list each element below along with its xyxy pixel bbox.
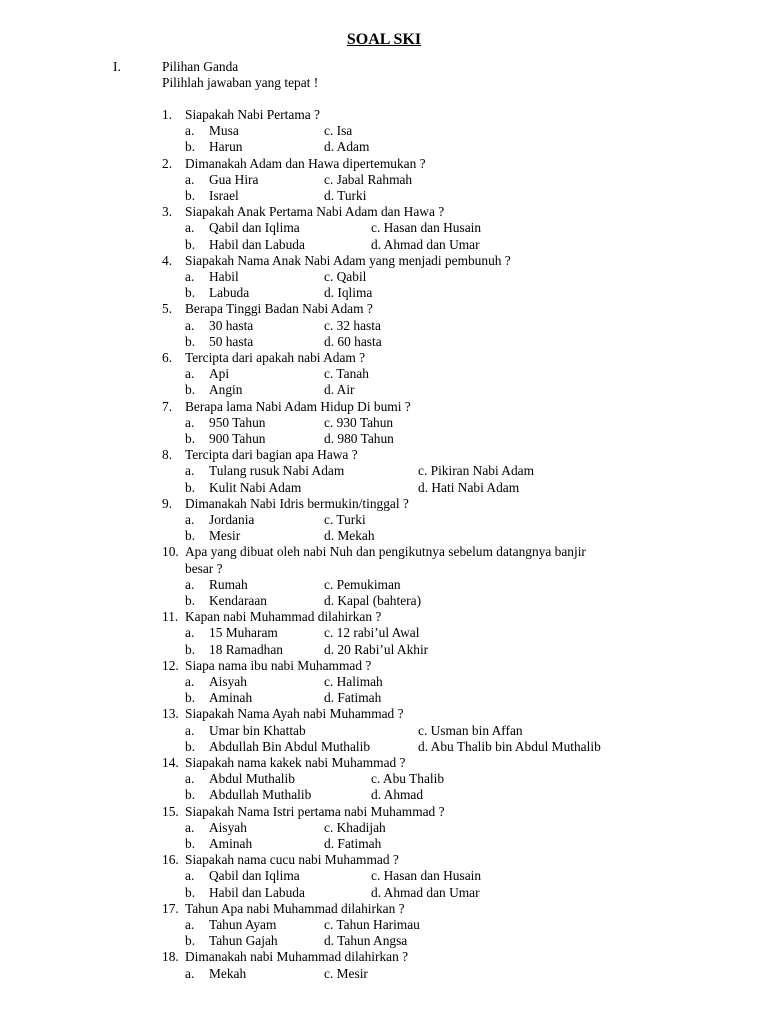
option-letter-a: a. (185, 917, 195, 932)
question-text: Siapakah nama cucu nabi Muhammad ? (185, 852, 399, 867)
option-letter-a: a. (185, 318, 195, 333)
option-c: c. Tahun Harimau (324, 917, 420, 932)
question-number: 17. (162, 901, 179, 916)
option-d: d. Ahmad dan Umar (371, 885, 480, 900)
question-text: Siapakah Nama Anak Nabi Adam yang menjadi pembunuh ? (185, 253, 511, 268)
option-a: Jordania (209, 512, 255, 527)
option-letter-a: a. (185, 966, 195, 981)
question-text: Berapa Tinggi Badan Nabi Adam ? (185, 301, 373, 316)
option-c: c. Pikiran Nabi Adam (418, 463, 535, 478)
question-number: 7. (162, 399, 173, 414)
option-letter-a: a. (185, 771, 195, 786)
question-text: Siapa nama ibu nabi Muhammad ? (185, 658, 372, 673)
option-d: d. Hati Nabi Adam (418, 480, 520, 495)
question-text: Siapakah Nama Istri pertama nabi Muhammad ? (185, 804, 445, 819)
option-b: Harun (209, 139, 243, 154)
option-b: Israel (209, 188, 239, 203)
option-letter-a: a. (185, 512, 195, 527)
option-b: Habil dan Labuda (209, 237, 305, 252)
option-b: 50 hasta (209, 334, 254, 349)
option-b: Mesir (209, 528, 241, 543)
question-text: Apa yang dibuat oleh nabi Nuh dan pengikutnya sebelum datangnya banjir (185, 544, 586, 559)
question-number: 11. (162, 609, 179, 624)
option-letter-a: a. (185, 463, 195, 478)
option-letter-b: b. (185, 431, 196, 446)
option-letter-b: b. (185, 642, 196, 657)
option-d: d. Turki (324, 188, 367, 203)
section-heading: Pilihan Ganda (162, 59, 239, 74)
option-a: Qabil dan Iqlima (209, 220, 300, 235)
option-a: Api (209, 366, 230, 381)
option-letter-b: b. (185, 285, 196, 300)
option-c: c. 12 rabi’ul Awal (324, 625, 420, 640)
option-d: d. 980 Tahun (324, 431, 394, 446)
option-d: d. Kapal (bahtera) (324, 593, 422, 608)
option-c: c. Hasan dan Husain (371, 868, 482, 883)
question-number: 13. (162, 706, 179, 721)
option-c: c. Khadijah (324, 820, 386, 835)
option-c: c. Halimah (324, 674, 383, 689)
question-number: 5. (162, 301, 173, 316)
option-letter-a: a. (185, 172, 195, 187)
option-c: c. Isa (324, 123, 353, 138)
option-d: d. Adam (324, 139, 370, 154)
option-b: Angin (209, 382, 243, 397)
option-a: Mekah (209, 966, 247, 981)
option-b: Labuda (209, 285, 250, 300)
question-text: Siapakah Nama Ayah nabi Muhammad ? (185, 706, 404, 721)
option-a: Tahun Ayam (209, 917, 277, 932)
option-letter-a: a. (185, 820, 195, 835)
question-number: 3. (162, 204, 173, 219)
question-text: Dimanakah Nabi Idris bermukin/tinggal ? (185, 496, 409, 511)
question-number: 4. (162, 253, 173, 268)
option-letter-a: a. (185, 220, 195, 235)
question-text: Kapan nabi Muhammad dilahirkan ? (185, 609, 382, 624)
option-letter-b: b. (185, 528, 196, 543)
option-c: c. Hasan dan Husain (371, 220, 482, 235)
question-number: 15. (162, 804, 179, 819)
question-number: 8. (162, 447, 173, 462)
option-c: c. Usman bin Affan (418, 723, 523, 738)
option-a: Aisyah (209, 820, 247, 835)
section-number: I. (113, 59, 121, 74)
option-letter-a: a. (185, 674, 195, 689)
option-d: d. 60 hasta (324, 334, 382, 349)
option-b: Kendaraan (209, 593, 267, 608)
section-instruction: Pilihlah jawaban yang tepat ! (162, 75, 319, 90)
question-number: 14. (162, 755, 179, 770)
option-letter-a: a. (185, 577, 195, 592)
option-a: Rumah (209, 577, 248, 592)
question-text: Siapakah Nabi Pertama ? (185, 107, 320, 122)
option-b: Aminah (209, 836, 253, 851)
option-a: 30 hasta (209, 318, 254, 333)
option-c: c. Jabal Rahmah (324, 172, 413, 187)
option-letter-b: b. (185, 836, 196, 851)
question-text: besar ? (185, 561, 223, 576)
option-letter-b: b. (185, 787, 196, 802)
option-letter-a: a. (185, 723, 195, 738)
option-b: 18 Ramadhan (209, 642, 284, 657)
option-a: Tulang rusuk Nabi Adam (209, 463, 345, 478)
option-c: c. 32 hasta (324, 318, 381, 333)
question-text: Tercipta dari bagian apa Hawa ? (185, 447, 358, 462)
option-a: Gua Hira (209, 172, 259, 187)
option-c: c. Abu Thalib (371, 771, 445, 786)
option-letter-b: b. (185, 593, 196, 608)
question-text: Tahun Apa nabi Muhammad dilahirkan ? (185, 901, 405, 916)
question-number: 12. (162, 658, 179, 673)
option-d: d. Ahmad dan Umar (371, 237, 480, 252)
question-text: Tercipta dari apakah nabi Adam ? (185, 350, 366, 365)
question-number: 16. (162, 852, 179, 867)
option-a: Musa (209, 123, 239, 138)
option-letter-a: a. (185, 269, 195, 284)
option-b: Habil dan Labuda (209, 885, 305, 900)
question-number: 2. (162, 156, 173, 171)
question-number: 6. (162, 350, 173, 365)
option-letter-b: b. (185, 382, 196, 397)
option-c: c. Tanah (324, 366, 369, 381)
question-text: Berapa lama Nabi Adam Hidup Di bumi ? (185, 399, 411, 414)
option-letter-b: b. (185, 933, 196, 948)
option-letter-a: a. (185, 868, 195, 883)
question-text: Siapakah Anak Pertama Nabi Adam dan Hawa ? (185, 204, 445, 219)
option-d: d. Tahun Angsa (324, 933, 408, 948)
option-d: d. Abu Thalib bin Abdul Muthalib (418, 739, 601, 754)
option-a: Abdul Muthalib (209, 771, 295, 786)
option-c: c. Pemukiman (324, 577, 401, 592)
option-c: c. Turki (324, 512, 366, 527)
option-letter-b: b. (185, 739, 196, 754)
question-number: 9. (162, 496, 173, 511)
option-b: Tahun Gajah (209, 933, 278, 948)
option-b: Kulit Nabi Adam (209, 480, 302, 495)
option-b: Aminah (209, 690, 253, 705)
option-d: d. 20 Rabi’ul Akhir (324, 642, 429, 657)
option-letter-b: b. (185, 334, 196, 349)
option-letter-a: a. (185, 366, 195, 381)
option-letter-b: b. (185, 237, 196, 252)
question-text: Dimanakah nabi Muhammad dilahirkan ? (185, 949, 409, 964)
option-c: c. Mesir (324, 966, 368, 981)
option-a: 950 Tahun (209, 415, 266, 430)
option-letter-b: b. (185, 139, 196, 154)
option-c: c. 930 Tahun (324, 415, 394, 430)
option-a: Aisyah (209, 674, 247, 689)
option-a: Habil (209, 269, 239, 284)
option-letter-a: a. (185, 123, 195, 138)
question-text: Dimanakah Adam dan Hawa dipertemukan ? (185, 156, 426, 171)
question-number: 18. (162, 949, 179, 964)
option-letter-b: b. (185, 188, 196, 203)
question-number: 10. (162, 544, 179, 559)
option-letter-b: b. (185, 480, 196, 495)
option-a: Umar bin Khattab (209, 723, 306, 738)
option-d: d. Ahmad (371, 787, 424, 802)
option-a: 15 Muharam (209, 625, 278, 640)
question-text: Siapakah nama kakek nabi Muhammad ? (185, 755, 406, 770)
option-d: d. Iqlima (324, 285, 373, 300)
question-number: 1. (162, 107, 173, 122)
option-letter-b: b. (185, 690, 196, 705)
option-d: d. Fatimah (324, 690, 382, 705)
option-b: Abdullah Bin Abdul Muthalib (209, 739, 371, 754)
option-d: d. Air (324, 382, 355, 397)
document-title: SOAL SKI (346, 31, 422, 48)
option-letter-a: a. (185, 625, 195, 640)
option-b: Abdullah Muthalib (209, 787, 312, 802)
option-b: 900 Tahun (209, 431, 266, 446)
option-d: d. Mekah (324, 528, 375, 543)
option-letter-b: b. (185, 885, 196, 900)
option-a: Qabil dan Iqlima (209, 868, 300, 883)
option-c: c. Qabil (324, 269, 367, 284)
option-d: d. Fatimah (324, 836, 382, 851)
option-letter-a: a. (185, 415, 195, 430)
